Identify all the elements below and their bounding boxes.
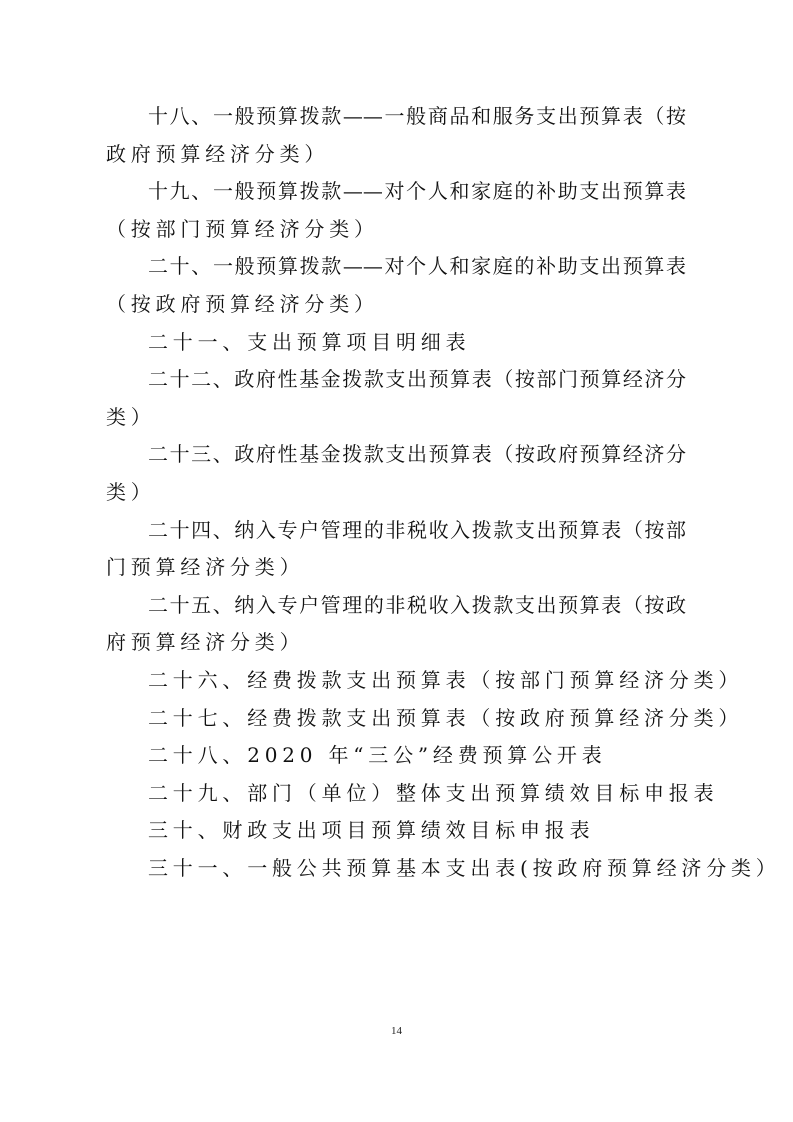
toc-line-22-part-1: 二十二、政府性基金拨款支出预算表（按部门预算经济分	[148, 367, 686, 392]
toc-line-28: 二十八、2020 年“三公”经费预算公开表	[148, 743, 607, 768]
toc-line-30: 三十、财政支出项目预算绩效目标申报表	[148, 818, 595, 843]
toc-line-19-part-2: （按部门预算经济分类）	[106, 216, 379, 241]
toc-line-25-part-2: 府预算经济分类）	[106, 630, 305, 655]
toc-line-23-part-2: 类）	[106, 479, 156, 504]
toc-line-24-part-2: 门预算经济分类）	[106, 555, 305, 580]
toc-line-25-part-1: 二十五、纳入专户管理的非税收入拨款支出预算表（按政	[148, 592, 686, 617]
toc-line-18-part-1: 十八、一般预算拨款——一般商品和服务支出预算表（按	[148, 104, 686, 128]
toc-line-21: 二十一、支出预算项目明细表	[148, 329, 471, 354]
toc-line-20-part-1: 二十、一般预算拨款——对个人和家庭的补助支出预算表	[148, 254, 686, 279]
toc-line-20-part-2: （按政府预算经济分类）	[106, 291, 379, 316]
toc-line-26: 二十六、经费拨款支出预算表（按部门预算经济分类）	[148, 667, 744, 692]
toc-line-24-part-1: 二十四、纳入专户管理的非税收入拨款支出预算表（按部	[148, 517, 686, 542]
toc-line-23-part-1: 二十三、政府性基金拨款支出预算表（按政府预算经济分	[148, 442, 686, 467]
toc-line-27: 二十七、经费拨款支出预算表（按政府预算经济分类）	[148, 705, 744, 730]
toc-line-18-part-2: 政府预算经济分类）	[106, 141, 330, 166]
toc-line-29: 二十九、部门（单位）整体支出预算绩效目标申报表	[148, 780, 719, 805]
toc-line-22-part-2: 类）	[106, 404, 156, 429]
toc-line-31: 三十一、一般公共预算基本支出表(按政府预算经济分类）	[148, 855, 781, 880]
table-of-contents	[106, 98, 781, 887]
toc-line-19-part-1: 十九、一般预算拨款——对个人和家庭的补助支出预算表	[148, 179, 686, 204]
page-number: 14	[391, 1025, 402, 1037]
